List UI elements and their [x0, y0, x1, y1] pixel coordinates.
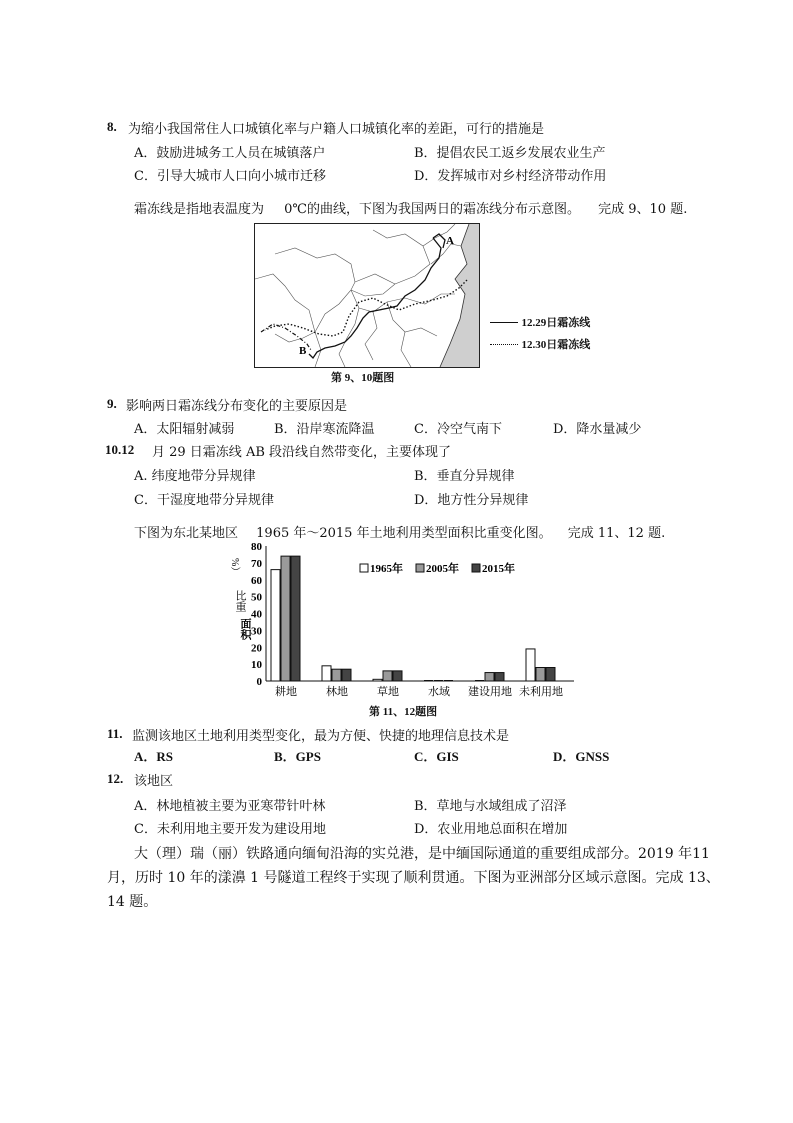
- x-category-label: 草地: [377, 686, 399, 698]
- land-intro-text: 下图为东北某地区: [134, 526, 239, 541]
- bar-林地-2015年: [342, 669, 351, 681]
- frost-map: [254, 223, 480, 368]
- y-tick-label: 10: [251, 659, 262, 672]
- x-category-label: 水域: [428, 686, 450, 698]
- chart-legend: [360, 561, 515, 575]
- legend-swatch-1965年: [360, 564, 368, 572]
- q8-option-b[interactable]: B．提倡农民工返乡发展农业生产: [414, 146, 606, 161]
- legend-solid-swatch: [490, 322, 518, 323]
- x-category-label: 林地: [326, 686, 348, 698]
- bar-未利用地-2015年: [546, 668, 555, 682]
- q8-option-c[interactable]: C．引导大城市人口向小城市迁移: [134, 169, 326, 184]
- y-label-text: 比重: [234, 590, 246, 612]
- q9-option-d[interactable]: D．降水量减少: [553, 422, 642, 437]
- y-tick-label: 50: [251, 591, 262, 604]
- frost-map-svg: [255, 224, 479, 367]
- q12-option-a[interactable]: A．林地植被主要为亚寒带针叶林: [134, 799, 326, 814]
- bar-建设用地-2015年: [495, 673, 504, 681]
- x-category-label: 未利用地: [519, 686, 563, 698]
- q10-option-b[interactable]: B．垂直分异规律: [414, 469, 515, 484]
- legend-label-1965年: 1965年: [370, 563, 403, 575]
- chart-caption: 第 11、12题图: [369, 706, 438, 718]
- q12-option-d[interactable]: D．农业用地总面积在增加: [414, 822, 568, 837]
- frost-intro-text: 霜冻线是指地表温度为: [134, 202, 265, 217]
- q10-option-c[interactable]: C．干湿度地带分异规律: [134, 493, 274, 508]
- q11-stem: 监测该地区土地利用类型变化，最为方便、快捷的地理信息技术是: [132, 729, 510, 744]
- y-label-unit: %）: [229, 558, 240, 577]
- legend-solid: [490, 314, 590, 330]
- legend-swatch-2015年: [472, 564, 480, 572]
- land-intro-years: 1965 年～2015 年土地利用类型面积比重变化图。: [256, 526, 552, 541]
- x-category-label: 建设用地: [468, 686, 512, 698]
- q10-number: 10.12: [105, 442, 135, 457]
- y-tick-label: 0: [256, 676, 262, 688]
- q12-option-b[interactable]: B．草地与水域组成了沼泽: [414, 799, 567, 814]
- chart-x-labels: [275, 684, 563, 698]
- q11-number: 11.: [107, 726, 123, 741]
- y-tick-label: 60: [251, 574, 262, 587]
- province-boundaries: [255, 224, 461, 367]
- q9-option-a[interactable]: A．太阳辐射减弱: [134, 422, 235, 437]
- point-b-label: B: [299, 345, 307, 357]
- q12-stem: 该地区: [134, 774, 174, 789]
- legend-label-2005年: 2005年: [426, 563, 459, 575]
- q12-option-c[interactable]: C．未利用地主要开发为建设用地: [134, 822, 326, 837]
- q8-number: 8.: [107, 119, 117, 134]
- legend-dotted-swatch: [490, 344, 518, 345]
- frost-map-caption: 第 9、10题图: [331, 372, 395, 384]
- frost-line-1229: [309, 238, 441, 358]
- bar-林地-1965年: [322, 666, 331, 681]
- bar-未利用地-2005年: [536, 668, 545, 682]
- legend-dotted-label: 12.30日霜冻线: [521, 339, 591, 351]
- y-tick-label: 70: [251, 557, 262, 570]
- frost-intro: [134, 198, 687, 217]
- q10-option-a[interactable]: A. 纬度地带分异规律: [134, 469, 256, 484]
- y-tick-label: 20: [251, 642, 262, 655]
- bar-建设用地-2005年: [485, 673, 494, 681]
- legend-swatch-2005年: [416, 564, 424, 572]
- q11-option-d[interactable]: D．GNSS: [553, 749, 610, 764]
- frost-intro-tail: 完成 9、10 题.: [598, 202, 688, 217]
- y-tick-label: 40: [251, 608, 262, 621]
- point-a-label: A: [446, 235, 454, 247]
- x-category-label: 耕地: [275, 686, 297, 698]
- legend-label-2015年: 2015年: [482, 563, 515, 575]
- q11-option-b[interactable]: B．GPS: [274, 749, 321, 764]
- chart-y-ticks: [251, 541, 263, 688]
- bar-耕地-2015年: [291, 556, 300, 681]
- land-intro-tail: 完成 11、12 题.: [567, 526, 666, 541]
- bar-林地-2005年: [332, 669, 341, 681]
- q9-option-b[interactable]: B．沿岸寒流降温: [274, 422, 375, 437]
- legend-dotted: [490, 336, 590, 352]
- frost-line-1230: [265, 280, 467, 336]
- q11-option-a[interactable]: A．RS: [134, 749, 174, 764]
- rail-intro-line3: 14 题。: [107, 894, 158, 910]
- rail-intro-line1: 大（理）瑞（丽）铁路通向缅甸沿海的实兑港，是中缅国际通道的重要组成部分。2019 年11: [134, 846, 710, 862]
- q10-option-d[interactable]: D．地方性分异规律: [414, 493, 529, 508]
- legend-solid-label: 12.29日霜冻线: [521, 317, 591, 329]
- q10-stem: 月 29 日霜冻线 AB 段沿线自然带变化，主要体现了: [152, 445, 452, 460]
- q9-option-c[interactable]: C．冷空气南下: [414, 422, 502, 437]
- q11-option-c[interactable]: C．GIS: [414, 749, 459, 764]
- bar-草地-2005年: [383, 671, 392, 681]
- y-tick-label: 30: [251, 625, 262, 638]
- y-label-overlap: 面积: [239, 618, 251, 640]
- q9-number: 9.: [107, 396, 117, 411]
- bar-耕地-2005年: [281, 556, 290, 681]
- q12-number: 12.: [107, 771, 124, 786]
- q8-option-d[interactable]: D．发挥城市对乡村经济带动作用: [414, 169, 607, 184]
- q8-stem: 为缩小我国常住人口城镇化率与户籍人口城镇化率的差距，可行的措施是: [128, 122, 545, 137]
- frost-intro-temp: 0℃的曲线，下图为我国两日的霜冻线分布示意图。: [284, 202, 580, 217]
- bar-未利用地-1965年: [526, 649, 535, 681]
- rail-intro-line2: 月，历时 10 年的漾濞 1 号隧道工程终于实现了顺利贯通。下图为亚洲部分区域示意图。完成 13、: [107, 870, 720, 886]
- q8-option-a[interactable]: A．鼓励进城务工人员在城镇落户: [134, 146, 326, 161]
- land-use-chart: [222, 538, 578, 716]
- bar-耕地-1965年: [271, 570, 280, 681]
- chart-y-label: [229, 558, 252, 641]
- bar-草地-2015年: [393, 671, 402, 681]
- q9-stem: 影响两日霜冻线分布变化的主要原因是: [126, 399, 348, 414]
- bar-草地-1965年: [373, 679, 382, 681]
- y-tick-label: 80: [251, 541, 262, 553]
